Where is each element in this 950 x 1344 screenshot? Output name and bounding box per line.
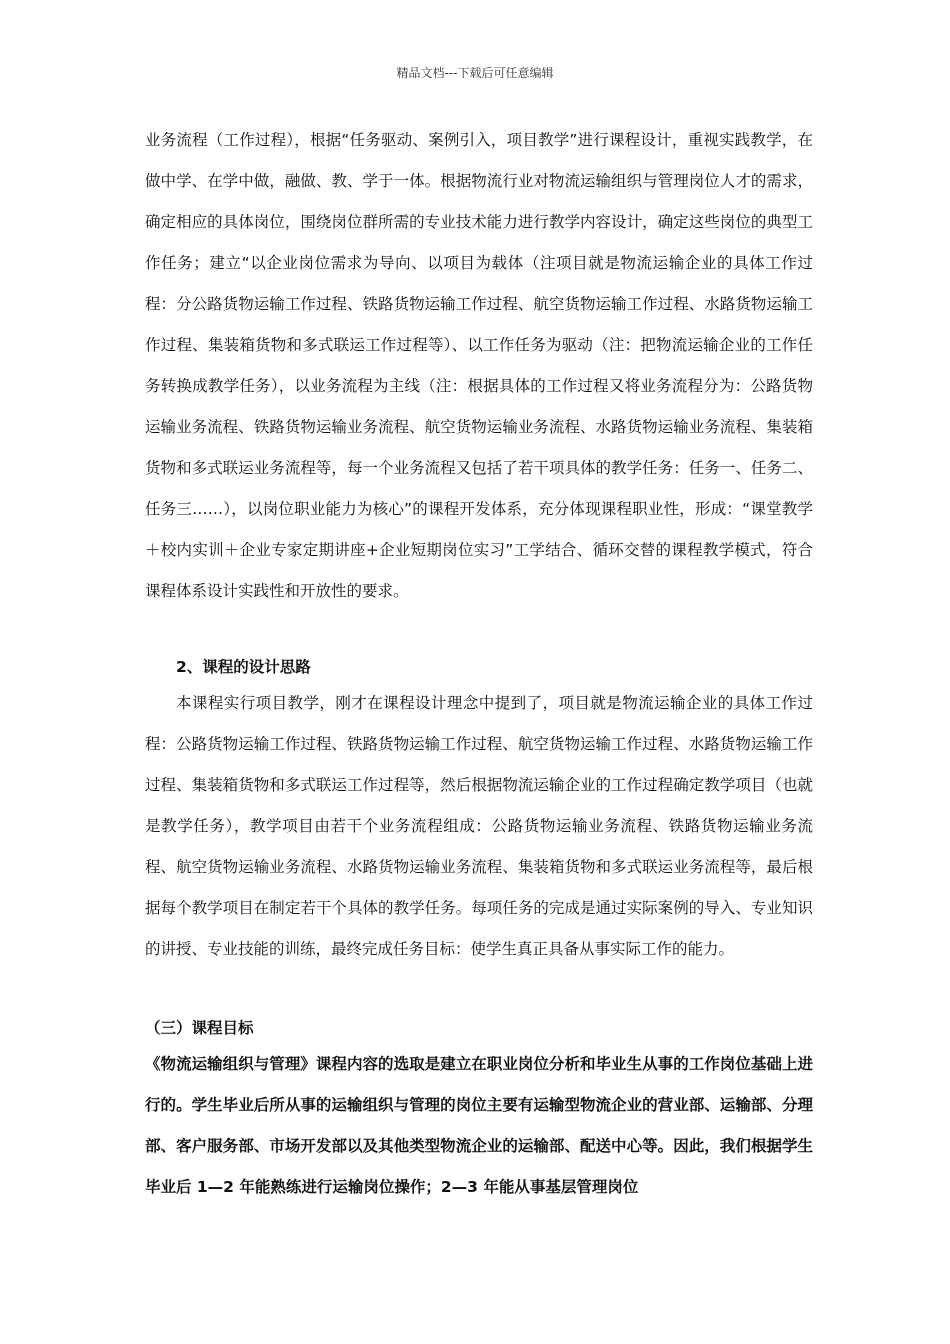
paragraph-text: 本课程实行项目教学，刚才在课程设计理念中提到了，项目就是物流运输企业的具体工作过程：公路货物运输工作过程、铁路货物运输工作过程、航空货物运输工作过程、水路货物运输工作过程、集装箱货物和多式联运工作过程等，然后根据物流运输企业的工作过程确定教学项目（也就是教学任务），教学项目由若干个业务流程组成：公路货物运输业务流程、铁路货物运输业务流程、航空货物运输业务流程、水路货物运输业务流程、集装箱货物和多式联运业务流程等，最后根据每个教学项目在制定若干个具体的教学任务。每项任务的完成是通过实际案例的导入、专业知识的讲授、专业技能的训练，最终完成任务目标：使学生真正具备从事实际工作的能力。: [145, 694, 813, 958]
paragraph-text: 业务流程（工作过程），根据“任务驱动、案例引入，项目教学”进行课程设计，重视实践教学，在做中学、在学中做，融做、教、学于一体。根据物流行业对物流运输组织与管理岗位人才的需求，确定相应的具体岗位，围绕岗位群所需的专业技术能力进行教学内容设计，确定这些岗位的典型工作任务；建立“以企业岗位需求为导向、以项目为载体（注项目就是物流运输企业的具体工作过程：分公路货物运输工作过程、铁路货物运输工作过程、航空货物运输工作过程、水路货物运输工作过程、集装箱货物和多式联运工作过程等）、以工作任务为驱动（注：把物流运输企业的工作任务转换成教学任务），以业务流程为主线（注：根据具体的工作过程又将业务流程分为：公路货物运输业务流程、铁路货物运输业务流程、航空货物运输业务流程、水路货物运输业务流程、集装箱货物和多式联运业务流程等，每一个业务流程又包括了若干项具体的教学任务：任务一、任务二、任务三……），以岗位职业能力为核心”的课程开发体系，充分体现课程职业性，形成：“课堂教学＋校内实训＋企业专家定期讲座+企业短期岗位实习”工学结合、循环交替的课程教学模式，符合课程体系设计实践性和开放性的要求。: [145, 131, 813, 600]
section-heading-design-approach: [145, 647, 813, 688]
section-heading: （三）课程目标: [145, 1019, 254, 1037]
section-heading: 2、课程的设计思路: [176, 658, 311, 676]
paragraph-text: 《物流运输组织与管理》课程内容的选取是建立在职业岗位分析和毕业生从事的工作岗位基础上进行的。学生毕业后所从事的运输组织与管理的岗位主要有运输型物流企业的营业部、运输部、分理部、客户服务部、市场开发部以及其他类型物流企业的运输部、配送中心等。因此，我们根据学生毕业后 1—2 年能熟练进行运输岗位操作；2—3 年能从事基层管理岗位: [145, 1055, 813, 1196]
page-header: 精品文档---下载后可任意编辑: [396, 66, 554, 80]
paragraph-course-design-philosophy: [145, 120, 813, 612]
section-heading-course-goals: [145, 1008, 813, 1049]
paragraph-course-goals: [145, 1044, 813, 1208]
paragraph-design-approach: [145, 683, 813, 970]
